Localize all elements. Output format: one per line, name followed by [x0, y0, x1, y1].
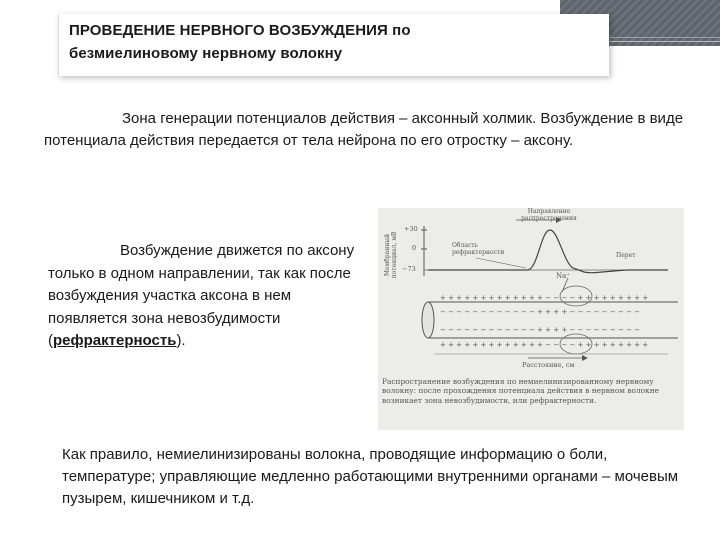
paragraph-generation-zone [44, 108, 712, 152]
refractory-area-label: Область рефрактерности [452, 242, 505, 256]
slide-title-line1: ПРОВЕДЕНИЕ НЕРВНОГО ВОЗБУЖДЕНИЯ по [69, 22, 411, 39]
tick-zero: 0 [412, 244, 417, 252]
sodium-label: Na⁺ [556, 272, 570, 280]
direction-label: Направление распространения [521, 208, 577, 222]
svg-text:+ + + + + + + + + + + + + −: + + + + + + + + + + + + + − − − − + + + + + + + + + [440, 341, 649, 349]
figure-caption: Распространение возбуждения по немиелинизированному нервному волокну: после прохождения потенциала действия в нервном волокне возникает зона невозбудимости, или рефрактерности. [382, 377, 660, 405]
tick-plus30: +30 [404, 225, 418, 233]
svg-text:− − − − − − − − − − − − + +: − − − − − − − − − − − − + + + + − − − − − − − − − [440, 308, 641, 316]
paragraph-unmyelinated-fibers: Как правило, немиелинизированы волокна, проводящие информацию о боли, температуре; управляющие медленно работающими внутренними органами – мочевым пузырем, кишечником и т.д. [62, 446, 679, 507]
slide-title-line2: безмиелиновому нервному волокну [69, 45, 343, 62]
paragraph2-text: Возбуждение движется по аксону только в одном направлении, так как после возбуждения участка аксона в нем появляется зона невозбудимости ( [48, 242, 355, 349]
svg-text:− − − − − − − − − − − − + +: − − − − − − − − − − − − + + + + − − − − − − − − − [440, 326, 641, 334]
slide-title-box [58, 14, 609, 76]
paragraph-direction [48, 240, 358, 353]
overshoot-label: Перет [616, 252, 636, 259]
tick-minus73: −73 [402, 265, 416, 273]
refractory-term: рефрактерность [53, 332, 177, 349]
svg-text:+ + + + + + + + + + + + + −: + + + + + + + + + + + + + − − − − + + + + + + + + + [440, 294, 649, 302]
paragraph1-text: Зона генерации потенциалов действия – аксонный холмик. Возбуждение в виде потенциала действия передается от тела нейрона по его отростку – аксону. [44, 110, 684, 149]
yaxis-label: Мембранный потенциал, мВ [384, 231, 398, 279]
xaxis-label: Расстояние, см [522, 361, 575, 369]
paragraph2-end: ). [176, 332, 186, 349]
